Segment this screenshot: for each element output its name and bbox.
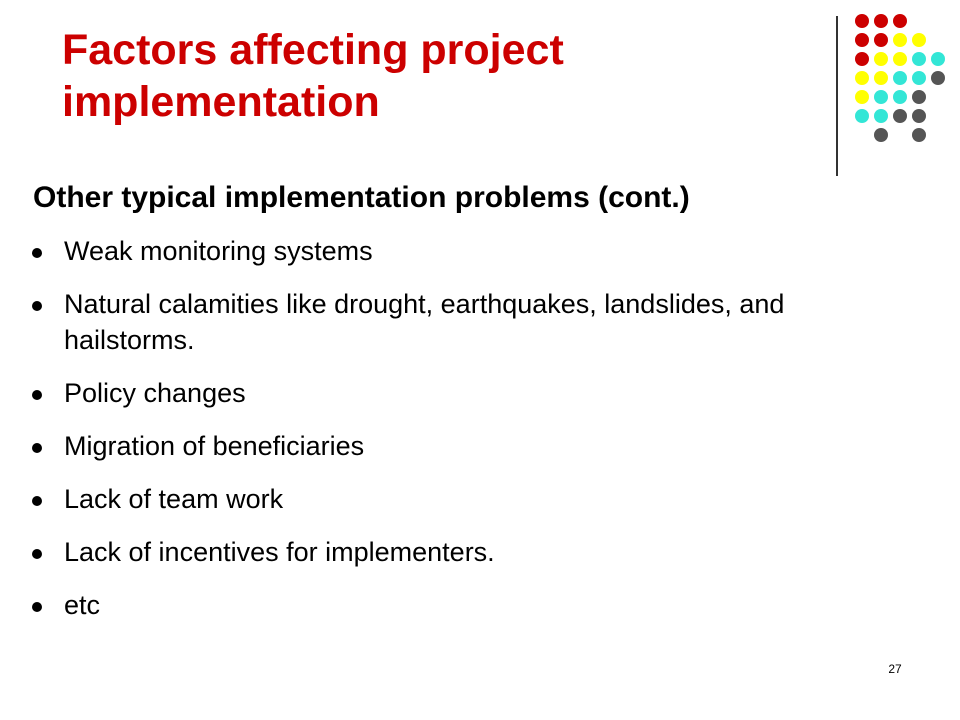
page-number: 27 bbox=[888, 662, 902, 676]
bullet-dot-icon bbox=[32, 443, 42, 453]
decorative-dot-icon bbox=[874, 14, 888, 28]
bullet-item bbox=[32, 375, 912, 411]
decorative-dot-icon bbox=[874, 109, 888, 123]
decorative-dot-icon bbox=[893, 33, 907, 47]
decorative-dot-icon bbox=[855, 109, 869, 123]
decorative-dot-icon bbox=[912, 71, 926, 85]
decorative-dot-icon bbox=[874, 71, 888, 85]
bullet-item bbox=[32, 286, 912, 358]
decorative-dot-icon bbox=[874, 90, 888, 104]
slide-title: Factors affecting project implementation bbox=[62, 26, 564, 126]
bullet-dot-icon bbox=[32, 248, 42, 258]
decorative-dot-icon bbox=[893, 90, 907, 104]
bullet-dot-icon bbox=[32, 390, 42, 400]
bullet-text: Policy changes bbox=[64, 378, 246, 408]
decorative-dot-grid bbox=[850, 10, 945, 160]
slide-subheading: Other typical implementation problems (cont.) bbox=[33, 181, 690, 214]
bullet-dot-icon bbox=[32, 549, 42, 559]
decorative-dot-icon bbox=[855, 14, 869, 28]
decorative-dot-icon bbox=[855, 33, 869, 47]
bullet-text: etc bbox=[64, 590, 101, 620]
decorative-dot-icon bbox=[931, 52, 945, 66]
decorative-dot-icon bbox=[912, 52, 926, 66]
decorative-dot-icon bbox=[855, 52, 869, 66]
bullet-text: Lack of incentives for implementers. bbox=[64, 537, 495, 567]
bullet-item bbox=[32, 534, 912, 570]
bullet-text: Weak monitoring systems bbox=[64, 236, 373, 266]
decorative-dot-icon bbox=[893, 14, 907, 28]
title-divider bbox=[836, 16, 838, 176]
bullet-text: Lack of team work bbox=[64, 484, 284, 514]
bullet-text: Migration of beneficiaries bbox=[64, 431, 365, 461]
bullet-dot-icon bbox=[32, 602, 42, 612]
bullet-item bbox=[32, 428, 912, 464]
decorative-dot-icon bbox=[893, 109, 907, 123]
decorative-dot-icon bbox=[874, 128, 888, 142]
decorative-dot-icon bbox=[893, 71, 907, 85]
decorative-dot-icon bbox=[855, 90, 869, 104]
decorative-dot-icon bbox=[874, 33, 888, 47]
decorative-dot-icon bbox=[874, 52, 888, 66]
decorative-dot-icon bbox=[912, 33, 926, 47]
bullet-item bbox=[32, 233, 912, 269]
bullet-item bbox=[32, 481, 912, 517]
bullet-text: Natural calamities like drought, earthquakes, landslides, and hailstorms. bbox=[64, 289, 785, 355]
bullet-dot-icon bbox=[32, 496, 42, 506]
decorative-dot-icon bbox=[931, 71, 945, 85]
decorative-dot-icon bbox=[855, 71, 869, 85]
bullet-list bbox=[32, 233, 912, 640]
decorative-dot-icon bbox=[912, 109, 926, 123]
bullet-item bbox=[32, 587, 912, 623]
decorative-dot-icon bbox=[912, 90, 926, 104]
decorative-dot-icon bbox=[893, 52, 907, 66]
bullet-dot-icon bbox=[32, 301, 42, 311]
decorative-dot-icon bbox=[912, 128, 926, 142]
